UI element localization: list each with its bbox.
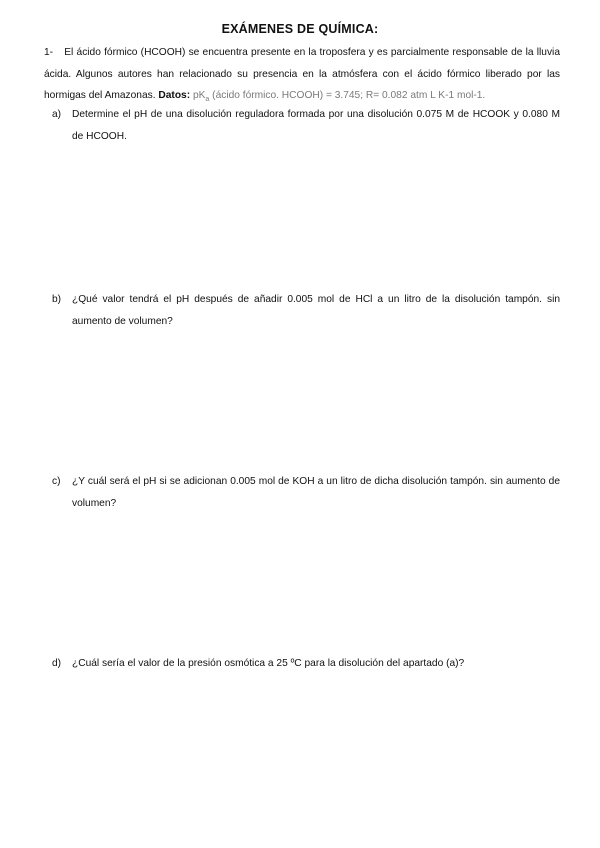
question-d: [52, 653, 560, 675]
data-label: Datos:: [158, 90, 191, 101]
question-letter: a): [52, 109, 62, 120]
problem-statement: [44, 42, 560, 111]
question-text: ¿Y cuál será el pH si se adicionan 0.005 mol de KOH a un litro de dicha disolución tampón. sin aumento de volumen?: [72, 476, 560, 509]
question-a: [52, 104, 560, 147]
question-text: ¿Cuál sería el valor de la presión osmótica a 25 ºC para la disolución del apartado (a)?: [72, 658, 465, 669]
problem-number: 1-: [44, 47, 54, 58]
pka-symbol: pK: [192, 90, 206, 101]
problem-text: El ácido fórmico (HCOOH) se encuentra presente en la troposfera y es parcialmente responsable de la lluvia ácida. Algunos autores han relacionado su presencia en la atmósfera con el ácido fórmico liberado por las hormigas del Amazonas.: [44, 47, 560, 101]
question-letter: d): [52, 658, 62, 669]
data-values-text: (ácido fórmico. HCOOH) = 3.745; R= 0.082 atm L K-1 mol-1.: [212, 90, 486, 101]
pka-subscript: a: [205, 96, 210, 104]
question-letter: b): [52, 294, 62, 305]
question-c: [52, 471, 560, 514]
question-text: Determine el pH de una disolución reguladora formada por una disolución 0.075 M de HCOOK y 0.080 M de HCOOH.: [72, 109, 560, 142]
page-title: EXÁMENES DE QUÍMICA:: [221, 22, 379, 36]
question-text: ¿Qué valor tendrá el pH después de añadir 0.005 mol de HCl a un litro de la disolución tampón. sin aumento de volumen?: [72, 294, 560, 327]
question-letter: c): [52, 476, 61, 487]
data-values: [192, 90, 486, 104]
question-b: [52, 289, 560, 332]
